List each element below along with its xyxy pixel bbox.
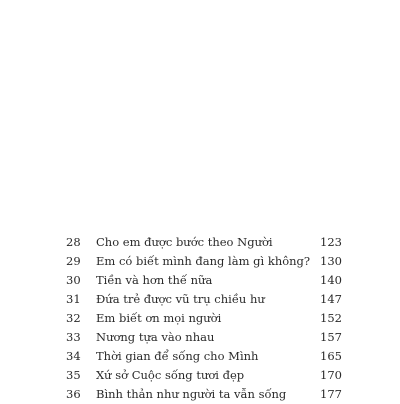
toc-entry-page: 140 (320, 273, 342, 287)
toc-entry-page: 170 (320, 368, 342, 382)
toc-entry-title: Tiền và hơn thế nữa (96, 273, 213, 287)
toc-entry (0, 289, 400, 309)
toc-entry-page: 152 (320, 311, 342, 325)
toc-entry-page: 147 (320, 292, 342, 306)
toc-entry-title: Thời gian để sống cho Mình (96, 349, 259, 363)
toc-entry-title: Em có biết mình đang làm gì không? (96, 254, 311, 268)
toc-entry-title: Xứ sở Cuộc sống tươi đẹp (96, 368, 245, 382)
toc-entry-number: 36 (66, 387, 81, 401)
toc-entry-number: 31 (66, 292, 81, 306)
toc-entry-page: 177 (320, 387, 342, 401)
toc-entry (0, 384, 400, 404)
toc-entry-page: 130 (320, 254, 342, 268)
toc-entry-title: Cho em được bước theo Người (96, 235, 273, 249)
toc-entry-number: 28 (66, 235, 81, 249)
toc-entry-page: 123 (320, 235, 342, 249)
toc-entry-number: 33 (66, 330, 81, 344)
toc-entry-number: 29 (66, 254, 81, 268)
toc-entry-page: 165 (320, 349, 342, 363)
toc-entry (0, 251, 400, 271)
toc-entry-number: 35 (66, 368, 81, 382)
toc-entry (0, 346, 400, 366)
toc-entry-title: Em biết ơn mọi người (96, 311, 222, 325)
toc-entry (0, 308, 400, 328)
toc-entry-number: 34 (66, 349, 81, 363)
toc-entry (0, 327, 400, 347)
toc-entry-title: Đứa trẻ được vũ trụ chiều hư (96, 292, 265, 306)
toc-entry-number: 32 (66, 311, 81, 325)
toc-entry-title: Nương tựa vào nhau (96, 330, 215, 344)
table-of-contents (0, 230, 400, 400)
toc-entry-number: 30 (66, 273, 81, 287)
toc-entry (0, 365, 400, 385)
toc-entry (0, 270, 400, 290)
toc-entry-title: Bình thản như người ta vẫn sống (96, 387, 287, 401)
toc-entry (0, 232, 400, 252)
toc-entry-page: 157 (320, 330, 342, 344)
